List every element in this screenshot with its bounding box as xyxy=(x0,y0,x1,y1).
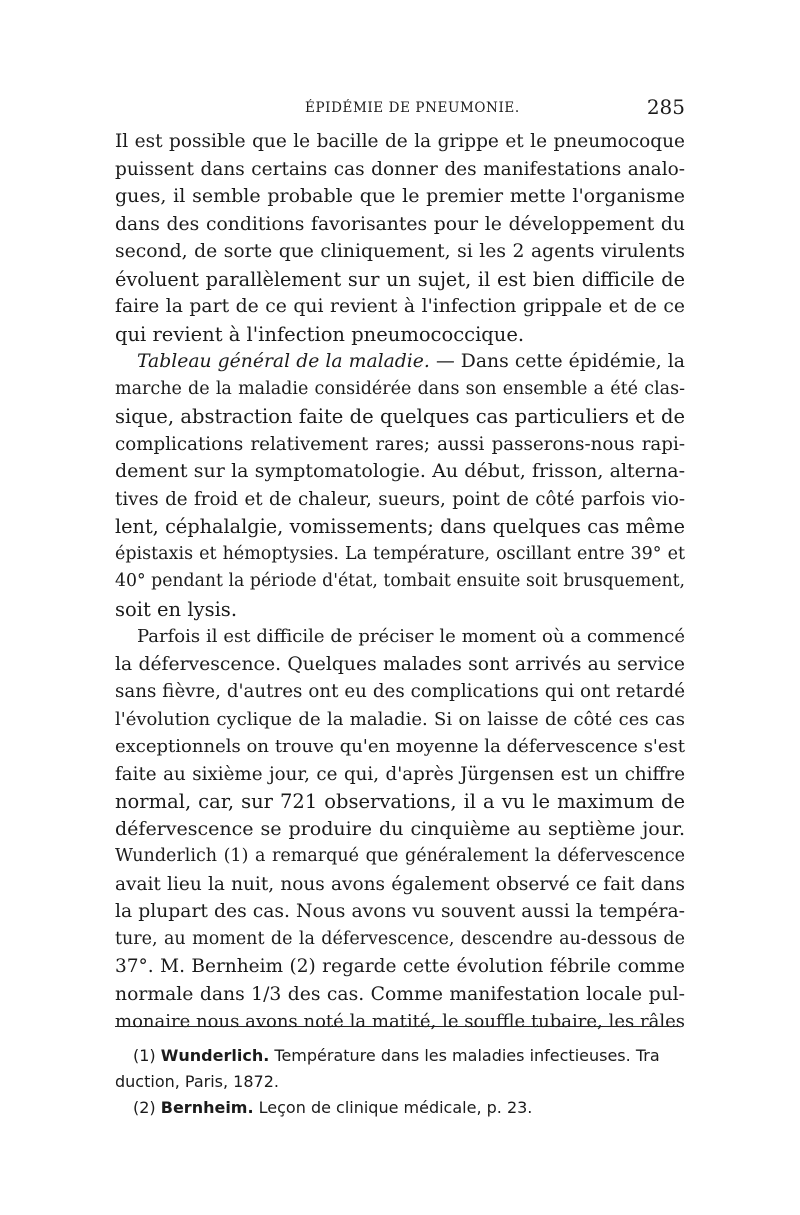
text-line: la défervescence. Quelques malades sont arrivés au service xyxy=(115,653,685,675)
text-line: défervescence se produire du cinquième au septième jour. xyxy=(115,817,685,840)
text-line: normal, car, sur 721 observations, il a vu le maximum de xyxy=(115,790,685,813)
footnote-2 xyxy=(115,1095,685,1121)
footnote-2-author: Bernheim. xyxy=(160,1098,254,1117)
text-line: évoluent parallèlement sur un sujet, il est bien difficile de xyxy=(115,267,685,291)
running-head xyxy=(115,95,685,124)
section-first-line xyxy=(115,348,685,376)
running-title: ÉPIDÉMIE DE PNEUMONIE. xyxy=(305,100,520,116)
footnote-1-text: Température dans les maladies infectieuses. Tra xyxy=(269,1046,660,1065)
footnote-1-continuation: duction, Paris, 1872. xyxy=(115,1072,279,1091)
footnote-1-marker: (1) xyxy=(133,1046,161,1065)
footnote-1-author: Wunderlich. xyxy=(160,1046,270,1065)
text-line: Il est possible que le bacille de la grippe et le pneumocoque xyxy=(115,131,685,152)
text-line: dement sur la symptomatologie. Au début, frisson, alterna- xyxy=(115,460,685,482)
text-line: qui revient à l'infection pneumococcique. xyxy=(115,322,525,346)
text-line: normale dans 1/3 des cas. Comme manifestation locale pul- xyxy=(115,983,685,1005)
text-line: exceptionnels on trouve qu'en moyenne la défervescence s'est xyxy=(115,736,685,757)
text-line: avait lieu la nuit, nous avons également observé ce fait dans xyxy=(115,873,685,895)
text-line: sans fièvre, d'autres ont eu des complications qui ont retardé xyxy=(115,681,685,702)
text-line: épistaxis et hémoptysies. La température, oscillant entre 39° et xyxy=(115,543,685,564)
text-line: l'évolution cyclique de la maladie. Si on laisse de côté ces cas xyxy=(115,708,685,730)
text-line: puissent dans certains cas donner des manifestations analo- xyxy=(115,158,685,180)
section-first-line-rest: — Dans cette épidémie, la xyxy=(429,351,685,372)
text-line: dans des conditions favorisantes pour le développement du xyxy=(115,213,685,235)
text-line: 40° pendant la période d'état, tombait ensuite soit brusquement, xyxy=(115,571,685,591)
text-line: gues, il semble probable que le premier mette l'organisme xyxy=(115,185,685,207)
footnotes xyxy=(115,1043,685,1121)
text-line: lent, céphalalgie, vomissements; dans quelques cas même xyxy=(115,515,685,538)
text-line: faite au sixième jour, ce qui, d'après Jürgensen est un chiffre xyxy=(115,763,685,785)
section-heading: Tableau général de la maladie. xyxy=(137,351,430,372)
page-number: 285 xyxy=(646,95,685,119)
text-line: monaire nous avons noté la matité, le souffle tubaire, les râles xyxy=(115,1011,685,1032)
text-line: tives de froid et de chaleur, sueurs, point de côté parfois vio- xyxy=(115,488,685,510)
text-line: sique, abstraction faite de quelques cas particuliers et de xyxy=(115,405,685,428)
text-line: 37°. M. Bernheim (2) regarde cette évolution fébrile comme xyxy=(115,956,685,977)
text-line: ture, au moment de la défervescence, descendre au-dessous de xyxy=(115,928,685,949)
footnote-2-text: Leçon de clinique médicale, p. 23. xyxy=(253,1098,533,1117)
text-line: Parfois il est difficile de préciser le moment où a commencé xyxy=(137,626,685,647)
text-line: Wunderlich (1) a remarqué que généralement la défervescence xyxy=(115,846,685,866)
text-line: marche de la maladie considérée dans son ensemble a été clas- xyxy=(115,378,685,399)
text-line: la plupart des cas. Nous avons vu souvent aussi la tempéra- xyxy=(115,901,685,922)
text-line: complications relativement rares; aussi passerons-nous rapi- xyxy=(115,433,685,455)
text-line: second, de sorte que cliniquement, si les 2 agents virulents xyxy=(115,241,685,262)
footnote-2-marker: (2) xyxy=(133,1098,161,1117)
body-text xyxy=(115,128,685,1036)
footnote-1 xyxy=(115,1043,685,1069)
text-line: faire la part de ce qui revient à l'infection grippale et de ce xyxy=(115,296,685,317)
text-line: soit en lysis. xyxy=(115,597,238,621)
footnote-rule xyxy=(115,1026,680,1027)
